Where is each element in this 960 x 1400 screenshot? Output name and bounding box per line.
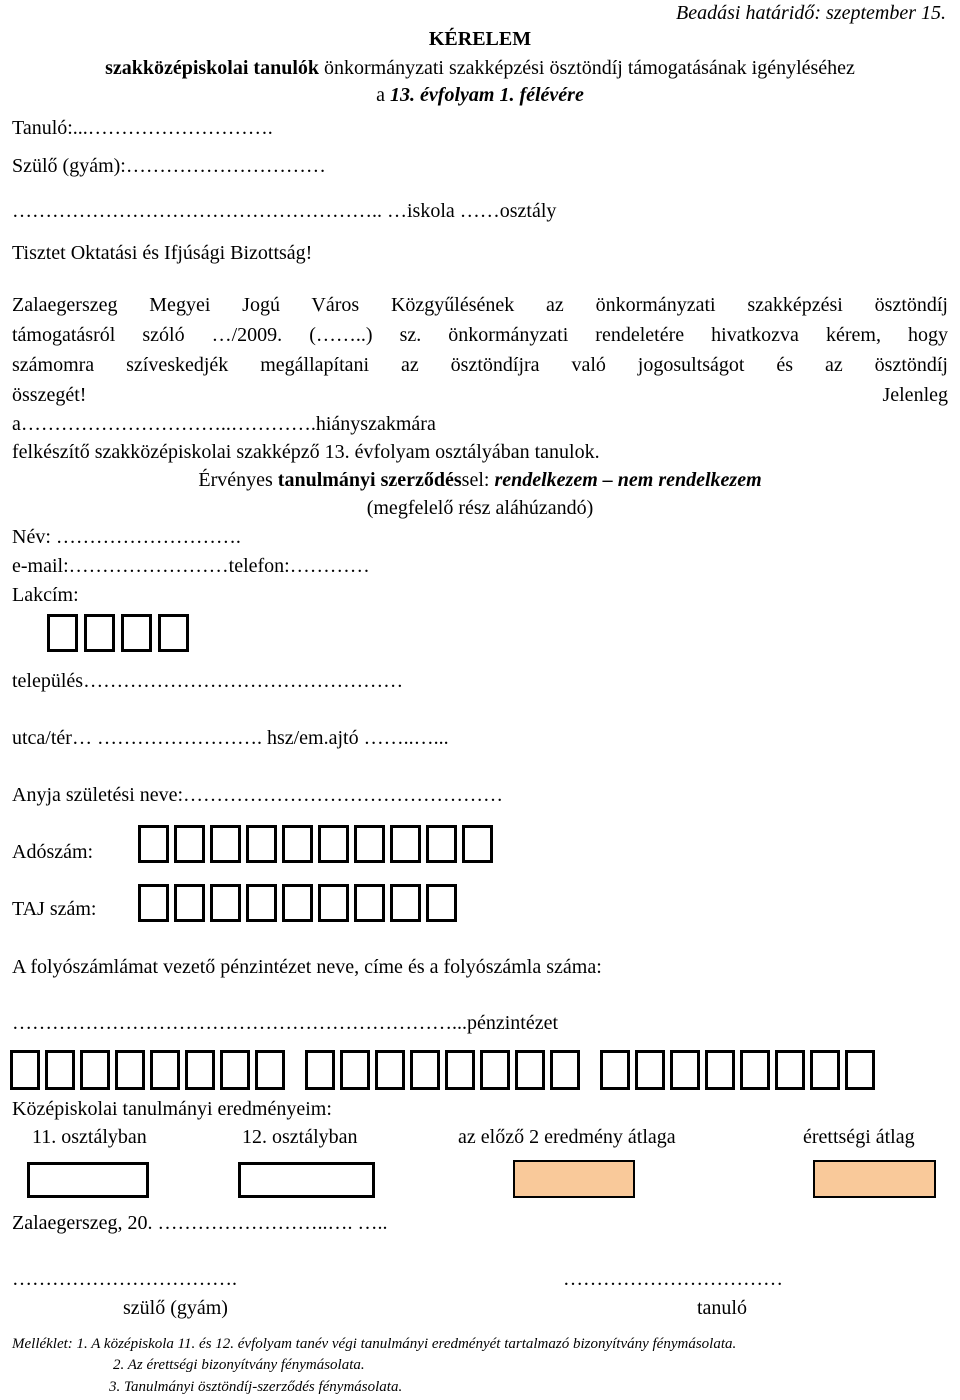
- contract-bold: tanulmányi szerződés: [277, 469, 462, 491]
- account-digit-box[interactable]: [305, 1050, 335, 1090]
- account-digit-box[interactable]: [80, 1050, 110, 1090]
- taj-digit-box[interactable]: [318, 884, 349, 922]
- tax-digit-box[interactable]: [390, 825, 421, 863]
- account-digit-box[interactable]: [515, 1050, 545, 1090]
- bank-instruction: A folyószámlámat vezető pénzintézet neve, címe és a folyószámla száma:: [12, 956, 602, 978]
- tax-digit-box[interactable]: [318, 825, 349, 863]
- account-digit-box[interactable]: [115, 1050, 145, 1090]
- account-digit-box[interactable]: [375, 1050, 405, 1090]
- tax-number-boxes[interactable]: [138, 825, 493, 863]
- grade-12-box[interactable]: [238, 1162, 375, 1198]
- results-col-11: 11. osztályban: [32, 1126, 147, 1148]
- parent-signature-label: szülő (gyám): [123, 1297, 228, 1319]
- street-field[interactable]: utca/tér… ……………………. hsz/em.ajtó ……..…...: [12, 727, 449, 749]
- account-digit-box[interactable]: [635, 1050, 665, 1090]
- parent-signature-line[interactable]: …………………………….: [12, 1268, 237, 1290]
- account-digit-box[interactable]: [550, 1050, 580, 1090]
- shortage-profession-field[interactable]: a…………………………..………….hiányszakmára: [12, 413, 436, 435]
- subtitle-line2: [0, 84, 960, 107]
- tax-digit-box[interactable]: [246, 825, 277, 863]
- paragraph-line: Jelenleg: [882, 384, 948, 406]
- taj-number-boxes[interactable]: [138, 884, 457, 922]
- account-digit-box[interactable]: [10, 1050, 40, 1090]
- taj-digit-box[interactable]: [282, 884, 313, 922]
- contract-line: [0, 469, 960, 492]
- account-digit-box[interactable]: [775, 1050, 805, 1090]
- account-digit-box[interactable]: [480, 1050, 510, 1090]
- account-digit-box[interactable]: [410, 1050, 440, 1090]
- paragraph-line: Zalaegerszeg Megyei Jogú Város Közgyűlésének az önkormányzati szakképzési ösztöndíj: [12, 294, 948, 316]
- tax-digit-box[interactable]: [174, 825, 205, 863]
- postcode-digit-box[interactable]: [84, 614, 115, 652]
- account-digit-group: [600, 1050, 875, 1090]
- tax-digit-box[interactable]: [462, 825, 493, 863]
- subtitle-bold: szakközépiskolai tanulók: [105, 57, 320, 79]
- paragraph-line: felkészítő szakközépiskolai szakképző 13. évfolyam osztályában tanulok.: [12, 441, 600, 463]
- results-col-12: 12. osztályban: [242, 1126, 358, 1148]
- account-digit-box[interactable]: [600, 1050, 630, 1090]
- parent-field[interactable]: Szülő (gyám):…………………………: [12, 155, 326, 177]
- student-signature-label: tanuló: [697, 1297, 747, 1319]
- taj-digit-box[interactable]: [246, 884, 277, 922]
- account-digit-box[interactable]: [810, 1050, 840, 1090]
- postcode-boxes[interactable]: [47, 614, 189, 652]
- student-field[interactable]: Tanuló:...……………………….: [12, 117, 273, 139]
- postcode-digit-box[interactable]: [47, 614, 78, 652]
- account-digit-box[interactable]: [45, 1050, 75, 1090]
- account-digit-box[interactable]: [845, 1050, 875, 1090]
- account-digit-box[interactable]: [740, 1050, 770, 1090]
- deadline: Beadási határidő: szeptember 15.: [676, 2, 946, 24]
- page-title: KÉRELEM: [428, 28, 532, 50]
- tax-digit-box[interactable]: [354, 825, 385, 863]
- grade-11-box[interactable]: [27, 1162, 149, 1198]
- student-signature-line[interactable]: ……………………………: [563, 1268, 783, 1290]
- subtitle-rest: önkormányzati szakképzési ösztöndíj támogatásának igényléséhez: [319, 57, 855, 79]
- taj-digit-box[interactable]: [174, 884, 205, 922]
- semester: 13. évfolyam 1. félévére: [390, 84, 584, 106]
- taj-label: TAJ szám:: [12, 898, 97, 920]
- name-field[interactable]: Név: ……………………….: [12, 526, 241, 548]
- account-digit-box[interactable]: [150, 1050, 180, 1090]
- tax-label: Adószám:: [12, 841, 94, 863]
- final-exam-average-box: [813, 1160, 936, 1198]
- tax-digit-box[interactable]: [282, 825, 313, 863]
- results-label: Középiskolai tanulmányi eredményeim:: [12, 1098, 332, 1120]
- attachment-3: 3. Tanulmányi ösztöndíj-szerződés fénymásolata.: [109, 1379, 403, 1395]
- taj-digit-box[interactable]: [210, 884, 241, 922]
- account-digit-box[interactable]: [705, 1050, 735, 1090]
- account-digit-box[interactable]: [445, 1050, 475, 1090]
- school-class-field[interactable]: ……………………………………………….. …iskola ……osztály: [12, 200, 557, 222]
- attachment-1: Melléklet: 1. A középiskola 11. és 12. évfolyam tanév végi tanulmányi eredményét tartalmazó bizonyítvány fénymásolata.: [12, 1336, 737, 1352]
- attachment-2: 2. Az érettségi bizonyítvány fénymásolata.: [113, 1357, 365, 1373]
- subtitle-line2-prefix: a: [376, 84, 391, 106]
- results-col-final-exam: érettségi átlag: [803, 1126, 915, 1148]
- place-date-field[interactable]: Zalaegerszeg, 20. ……………………..…. …..: [12, 1212, 388, 1234]
- account-digit-box[interactable]: [255, 1050, 285, 1090]
- postcode-digit-box[interactable]: [121, 614, 152, 652]
- account-number-boxes[interactable]: [10, 1050, 875, 1090]
- account-digit-box[interactable]: [220, 1050, 250, 1090]
- mother-name-field[interactable]: Anyja születési neve:…………………………………………: [12, 784, 504, 806]
- account-digit-group: [305, 1050, 580, 1090]
- taj-digit-box[interactable]: [138, 884, 169, 922]
- email-phone-field[interactable]: e-mail:……………………telefon:…………: [12, 555, 370, 577]
- subtitle: [0, 57, 960, 80]
- average-box: [513, 1160, 635, 1198]
- contract-note: (megfelelő rész aláhúzandó): [366, 497, 594, 519]
- tax-digit-box[interactable]: [138, 825, 169, 863]
- taj-digit-box[interactable]: [390, 884, 421, 922]
- tax-digit-box[interactable]: [426, 825, 457, 863]
- settlement-field[interactable]: település…………………………………………: [12, 670, 404, 692]
- salutation: Tisztet Oktatási és Ifjúsági Bizottság!: [12, 242, 313, 264]
- account-digit-group: [10, 1050, 285, 1090]
- tax-digit-box[interactable]: [210, 825, 241, 863]
- paragraph-line: támogatásról szóló …/2009. (……..) sz. önkormányzati rendeletére hivatkozva kérem, hogy: [12, 324, 948, 346]
- bank-name-field[interactable]: …………………………………………………………...pénzintézet: [12, 1012, 559, 1034]
- account-digit-box[interactable]: [340, 1050, 370, 1090]
- postcode-digit-box[interactable]: [158, 614, 189, 652]
- taj-digit-box[interactable]: [354, 884, 385, 922]
- account-digit-box[interactable]: [185, 1050, 215, 1090]
- account-digit-box[interactable]: [670, 1050, 700, 1090]
- results-col-average: az előző 2 eredmény átlaga: [458, 1126, 676, 1148]
- contract-text: Érvényes: [198, 469, 278, 491]
- taj-digit-box[interactable]: [426, 884, 457, 922]
- paragraph-line: összegét!: [12, 384, 87, 406]
- contract-text: sel:: [461, 469, 495, 491]
- paragraph-line: számomra szíveskedjék megállapítani az ösztöndíjra való jogosultságot és az ösztöndíj: [12, 354, 948, 376]
- contract-options[interactable]: rendelkezem – nem rendelkezem: [494, 469, 762, 491]
- address-label: Lakcím:: [12, 584, 79, 606]
